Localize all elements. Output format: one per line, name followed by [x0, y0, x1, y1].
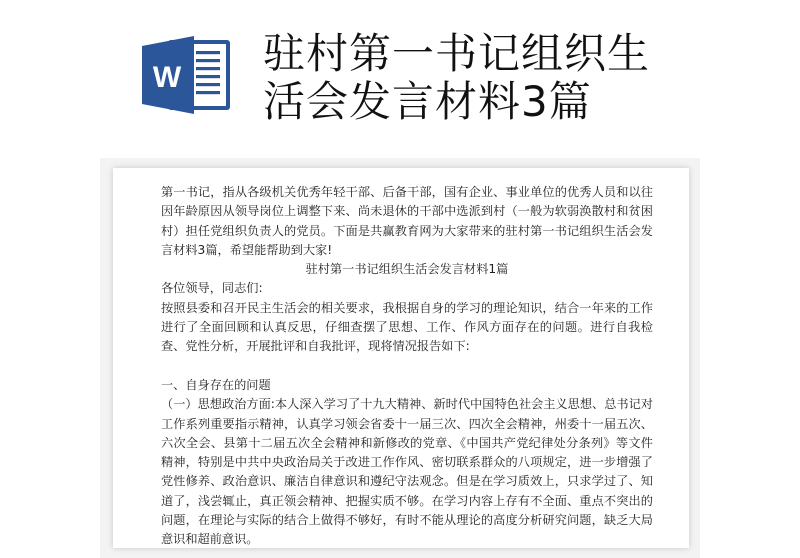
document-body — [161, 183, 653, 550]
paragraph-2: （一）思想政治方面:本人深入学习了十九大精神、新时代中国特色社会主义思想、总书记对工作系列重要指示精神，认真学习领会省委十一届三次、四次全会精神，州委十一届五次、六次全会、县第十二届五次全会精神和新修改的党章、《中国共产党纪律处分条列》等文件精神，特别是中共中央政治局关于改进工作作风、密切联系群众的八项规定，进一步增强了党性修养、政治意识、廉洁自律意识和遵纪守法观念。但是在学习质效上，只求学过了、知道了，浅尝辄止，真正领会精神、把握实质不够。在学习内容上存有不全面、重点不突出的问题，在理论与实际的结合上做得不够好，有时不能从理论的高度分析研究问题，缺乏大局意识和超前意识。 — [161, 397, 653, 547]
document-page — [113, 168, 689, 548]
page-title — [263, 30, 783, 126]
title-line-2: 活会发言材料3篇 — [263, 77, 592, 126]
paragraph-1: 按照县委和召开民主生活会的相关要求，我根据自身的学习的理论知识，结合一年来的工作进行了全面回顾和认真反思，仔细查摆了思想、工作、作风方面存在的问题。进行自我检查、党性分析，开展批评和自我批评，现将情况报告如下: — [161, 300, 653, 354]
word-letter: W — [152, 61, 182, 94]
salutation: 各位领导，同志们: — [161, 281, 263, 296]
blank-line — [161, 357, 653, 376]
word-doc-icon — [138, 34, 234, 116]
heading-1: 一、自身存在的问题 — [161, 377, 271, 392]
intro-paragraph: 第一书记，指从各级机关优秀年轻干部、后备干部，国有企业、事业单位的优秀人员和以往因年龄原因从领导岗位上调整下来、尚未退休的干部中选派到村（一般为软弱涣散村和贫困村）担任党组织负责人的党员。下面是共赢教育网为大家带来的驻村第一书记组织生活会发言材料3篇，希望能帮助到大家! — [161, 185, 653, 257]
title-line-1: 驻村第一书记组织生 — [263, 29, 651, 78]
section-heading: 驻村第一书记组织生活会发言材料1篇 — [305, 262, 509, 277]
